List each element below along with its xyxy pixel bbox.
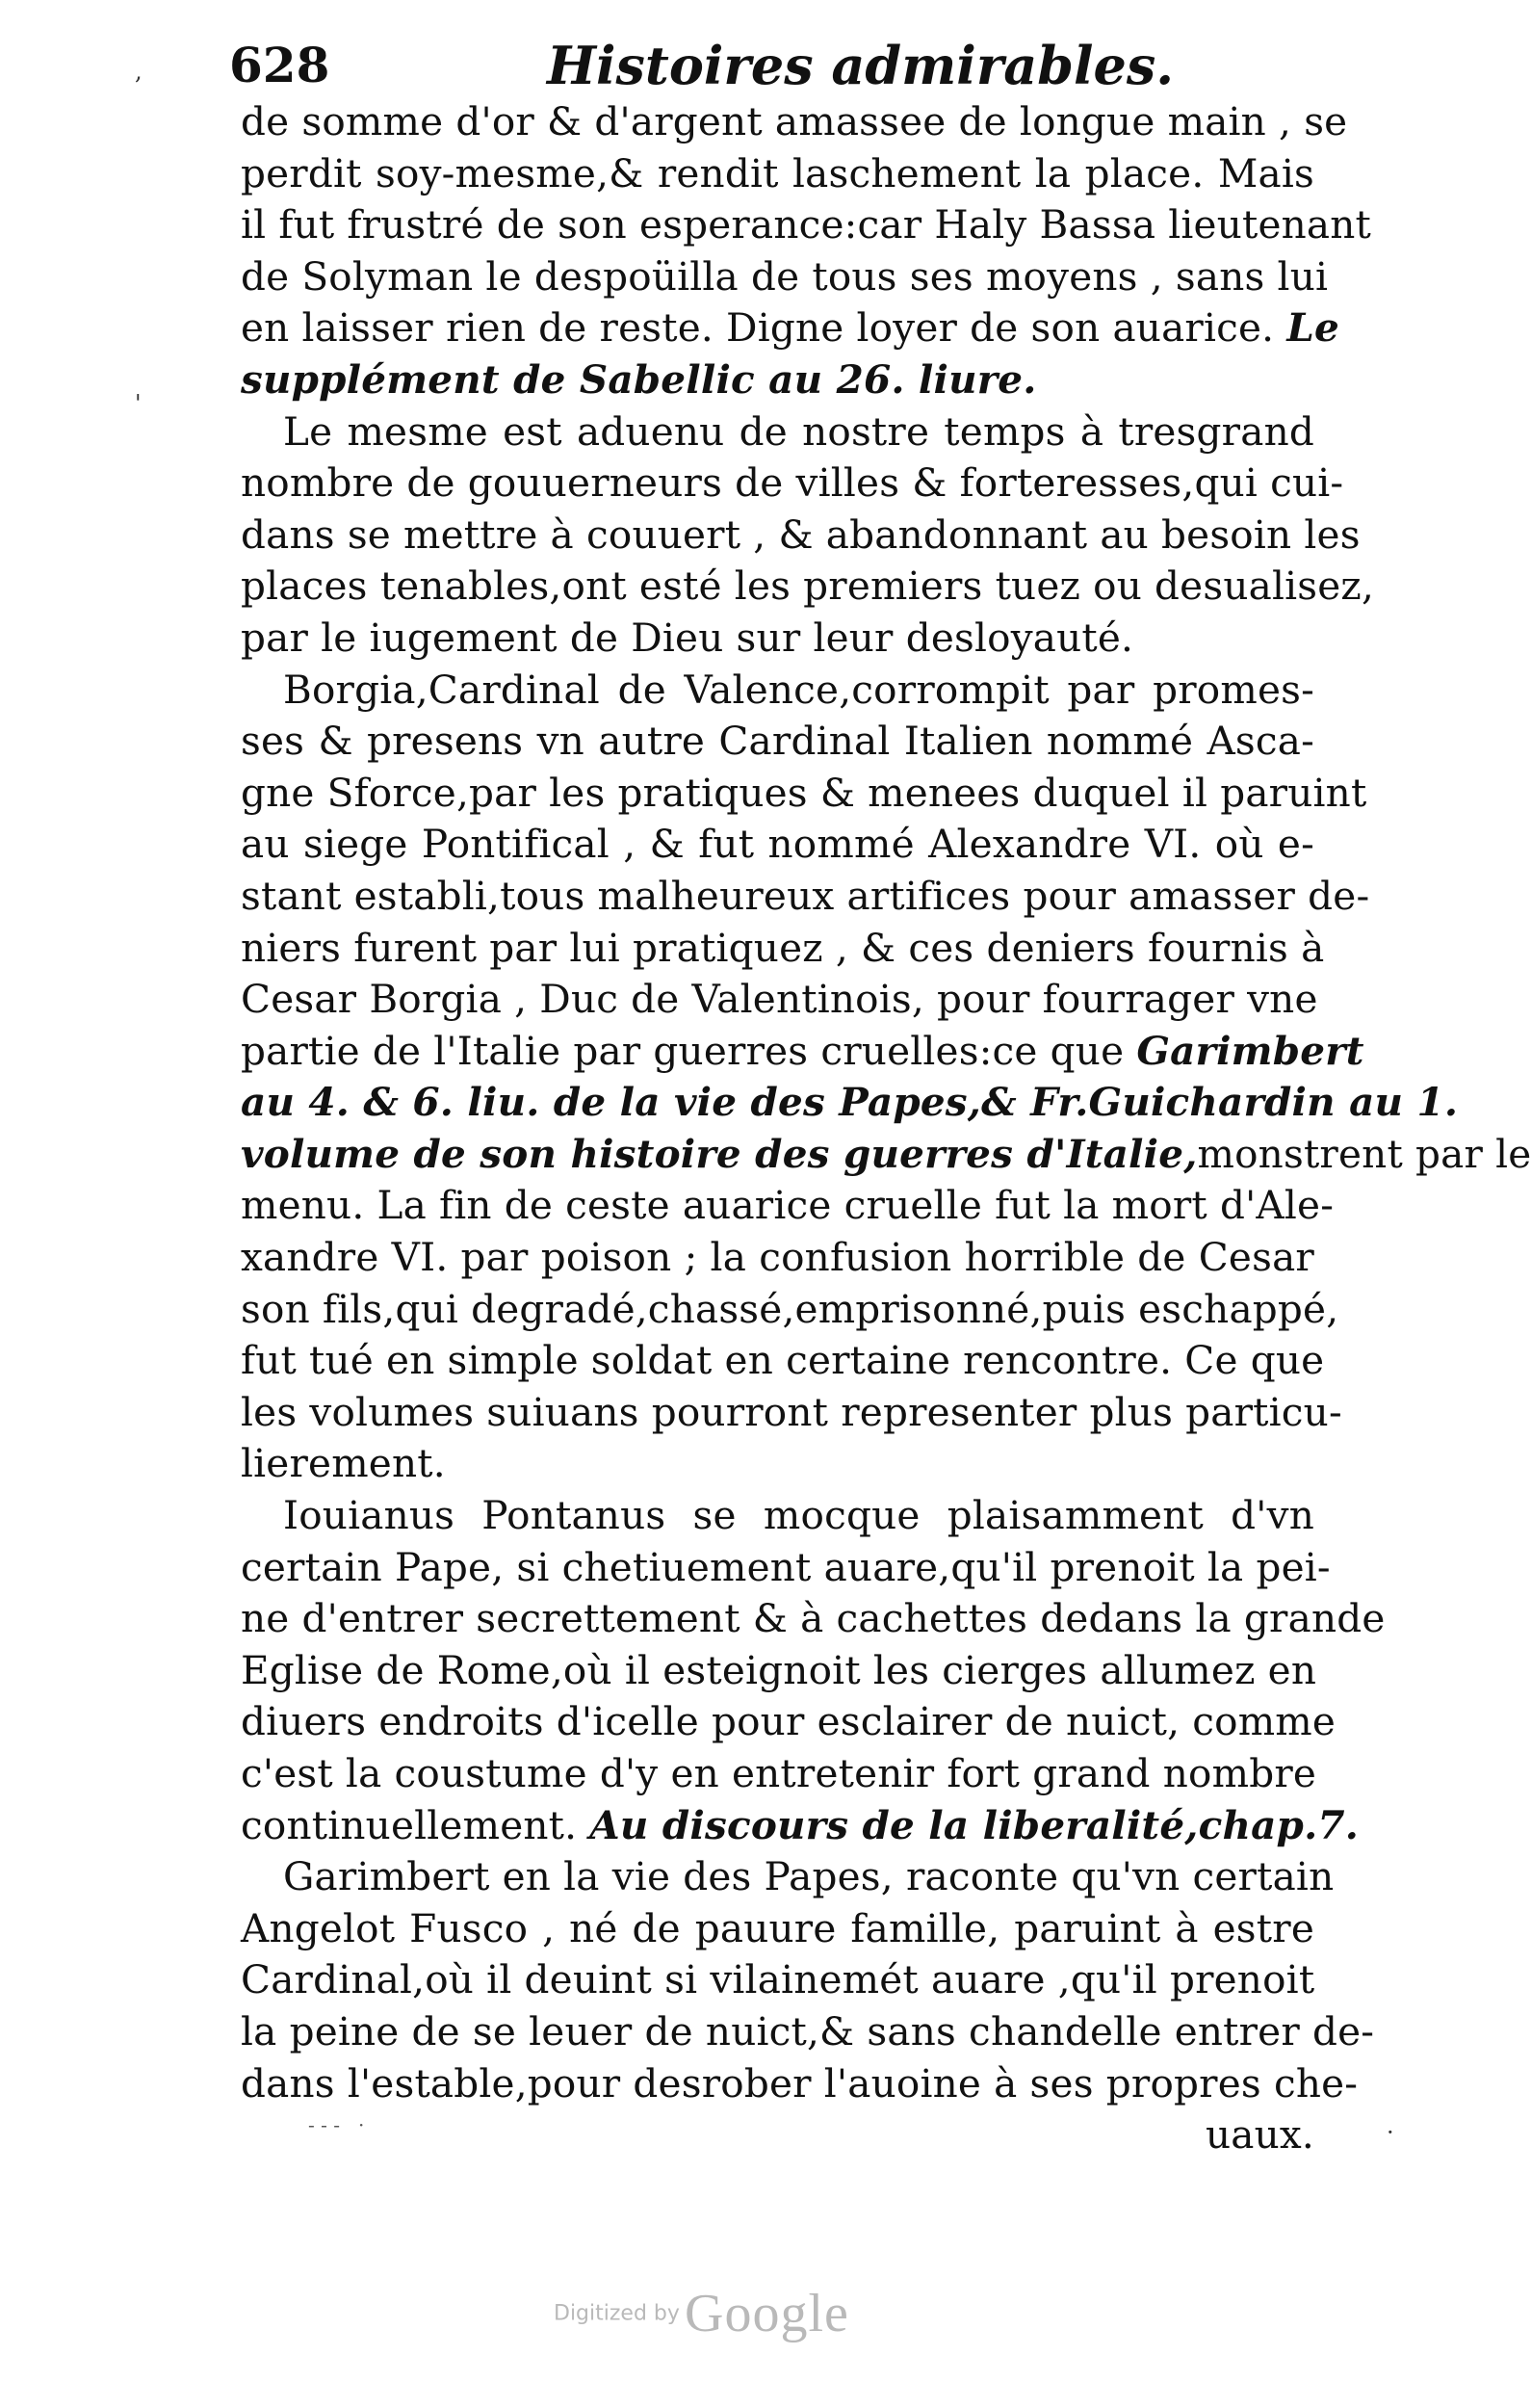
line-text: niers furent par lui pratiquez , & ces deniers fournis à	[241, 924, 1325, 971]
text-line	[241, 1335, 1325, 1387]
line-text: Le mesme est aduenu de nostre temps à tresgrand	[283, 407, 1314, 455]
line-text: continuellement.	[241, 1801, 578, 1848]
line-text: dans se mettre à couuert , & abandonnant au besoin les	[241, 510, 1361, 558]
text-line	[241, 302, 1339, 354]
citation-text: Garimbert	[1136, 1027, 1364, 1074]
line-text: il fut frustré de son esperance:car Haly Bassa lieutenant	[241, 201, 1372, 249]
citation-text: volume de son histoire des guerres d'Italie,	[241, 1130, 1198, 1177]
line-text: Cardinal,où il deuint si vilainemét auare ,qu'il prenoit	[241, 1956, 1315, 2003]
text-line	[241, 251, 1329, 303]
text-line	[241, 1232, 1314, 1284]
text-line	[241, 1438, 1314, 1490]
text-line	[241, 1284, 1339, 1336]
line-text: nombre de gouuerneurs de villes & forteresses,qui cui-	[241, 459, 1344, 507]
text-line	[241, 2058, 1359, 2110]
margin-mark-icon: ,	[135, 58, 143, 85]
page-header	[229, 27, 1327, 104]
watermark-brand: Google	[685, 2284, 849, 2343]
text-line	[241, 1800, 1360, 1852]
text-line	[241, 1542, 1331, 1594]
line-text: la peine de se leuer de nuict,& sans chandelle entrer de-	[241, 2007, 1375, 2055]
line-text: en laisser rien de reste. Digne loyer de son auarice.	[241, 304, 1275, 352]
text-line	[241, 458, 1344, 510]
text-line	[241, 974, 1318, 1026]
line-text: lierement.	[241, 1440, 446, 1487]
margin-mark-icon: '	[135, 390, 142, 417]
text-line	[241, 1129, 1531, 1181]
catchword-area	[241, 2113, 1314, 2142]
text-line	[241, 613, 1314, 665]
text-line	[241, 510, 1361, 562]
text-line	[241, 1077, 1459, 1129]
text-line	[241, 1851, 1335, 1903]
line-text: uaux.	[1205, 2111, 1314, 2159]
text-line	[241, 561, 1375, 613]
line-text: monstrent par le	[1197, 1130, 1531, 1177]
text-line	[241, 2006, 1375, 2058]
margin-mark-icon: ·	[1387, 2119, 1394, 2146]
text-line	[241, 1490, 1314, 1542]
line-text: ses & presens vn autre Cardinal Italien nommé Asca-	[241, 718, 1314, 765]
line-text: places tenables,ont esté les premiers tuez ou desualisez,	[241, 563, 1375, 610]
line-text: son fils,qui degradé,chassé,emprisonné,puis eschappé,	[241, 1285, 1339, 1332]
line-text: menu. La fin de ceste auarice cruelle fut la mort d'Ale-	[241, 1182, 1335, 1229]
text-line	[241, 923, 1325, 975]
text-line	[241, 1593, 1386, 1645]
text-line	[241, 716, 1314, 768]
citation-text: Le	[1286, 304, 1339, 352]
text-line	[241, 1180, 1335, 1232]
line-text: stant establi,tous malheureux artifices pour amasser de-	[241, 872, 1370, 919]
line-text: Cesar Borgia , Duc de Valentinois, pour fourrager vne	[241, 976, 1318, 1023]
line-text: de Solyman le despoüilla de tous ses moyens , sans lui	[241, 252, 1329, 300]
text-line	[241, 199, 1372, 251]
line-text: gne Sforce,par les pratiques & menees duquel il paruint	[241, 769, 1367, 816]
line-text: Eglise de Rome,où il esteignoit les cierges allumez en	[241, 1646, 1317, 1693]
text-line	[241, 1387, 1342, 1439]
text-line	[241, 354, 1314, 406]
line-text: Garimbert en la vie des Papes, raconte qu'vn certain	[283, 1853, 1335, 1900]
line-text: partie de l'Italie par guerres cruelles:ce que	[241, 1027, 1125, 1074]
text-line	[241, 96, 1348, 148]
text-line	[241, 1696, 1336, 1748]
line-text: Angelot Fusco , né de pauure famille, paruint à estre	[241, 1904, 1314, 1951]
line-text: perdit soy-mesme,& rendit laschement la place. Mais	[241, 149, 1314, 196]
line-text: Borgia,Cardinal de Valence,corrompit par promes-	[283, 666, 1314, 713]
digitized-watermark	[554, 2283, 920, 2350]
text-line	[241, 871, 1370, 923]
text-line	[241, 148, 1314, 200]
text-line	[241, 819, 1314, 871]
text-line	[241, 1748, 1317, 1800]
text-line	[241, 665, 1314, 717]
line-text: xandre VI. par poison ; la confusion horrible de Cesar	[241, 1234, 1314, 1281]
text-line	[241, 1026, 1364, 1078]
line-text: les volumes suiuans pourront representer plus particu-	[241, 1388, 1342, 1435]
citation-text: supplément de Sabellic au 26. liure.	[241, 355, 1037, 403]
text-line	[241, 406, 1314, 458]
line-text: Iouianus Pontanus se mocque plaisamment d'vn	[283, 1492, 1314, 1539]
line-text: fut tué en simple soldat en certaine rencontre. Ce que	[241, 1337, 1325, 1384]
line-text: de somme d'or & d'argent amassee de longue main , se	[241, 98, 1348, 144]
line-text: au siege Pontifical , & fut nommé Alexandre VI. où e-	[241, 821, 1314, 868]
printer-mark-icon: ‐ ‐ ‐ ·	[308, 2113, 365, 2136]
watermark-prefix: Digitized by	[554, 2301, 680, 2326]
line-text: par le iugement de Dieu sur leur desloyauté.	[241, 614, 1134, 661]
citation-text: Au discours de la liberalité,chap.7.	[589, 1801, 1360, 1848]
text-line	[241, 1645, 1317, 1697]
running-title: Histoires admirables.	[547, 35, 1175, 96]
citation-text: au 4. & 6. liu. de la vie des Papes,& Fr.Guichardin au 1.	[241, 1079, 1459, 1126]
text-line	[241, 1954, 1314, 2006]
body-text	[241, 96, 1531, 2161]
line-text: certain Pape, si chetiuement auare,qu'il prenoit la pei-	[241, 1543, 1331, 1590]
line-text: dans l'estable,pour desrober l'auoine à ses propres che-	[241, 2059, 1359, 2107]
line-text: ne d'entrer secrettement & à cachettes dedans la grande	[241, 1595, 1386, 1642]
page-number: 628	[229, 37, 330, 93]
line-text: c'est la coustume d'y en entretenir fort grand nombre	[241, 1750, 1317, 1796]
text-line	[241, 1903, 1314, 1955]
text-line	[241, 768, 1367, 820]
line-text: diuers endroits d'icelle pour esclairer de nuict, comme	[241, 1698, 1336, 1745]
